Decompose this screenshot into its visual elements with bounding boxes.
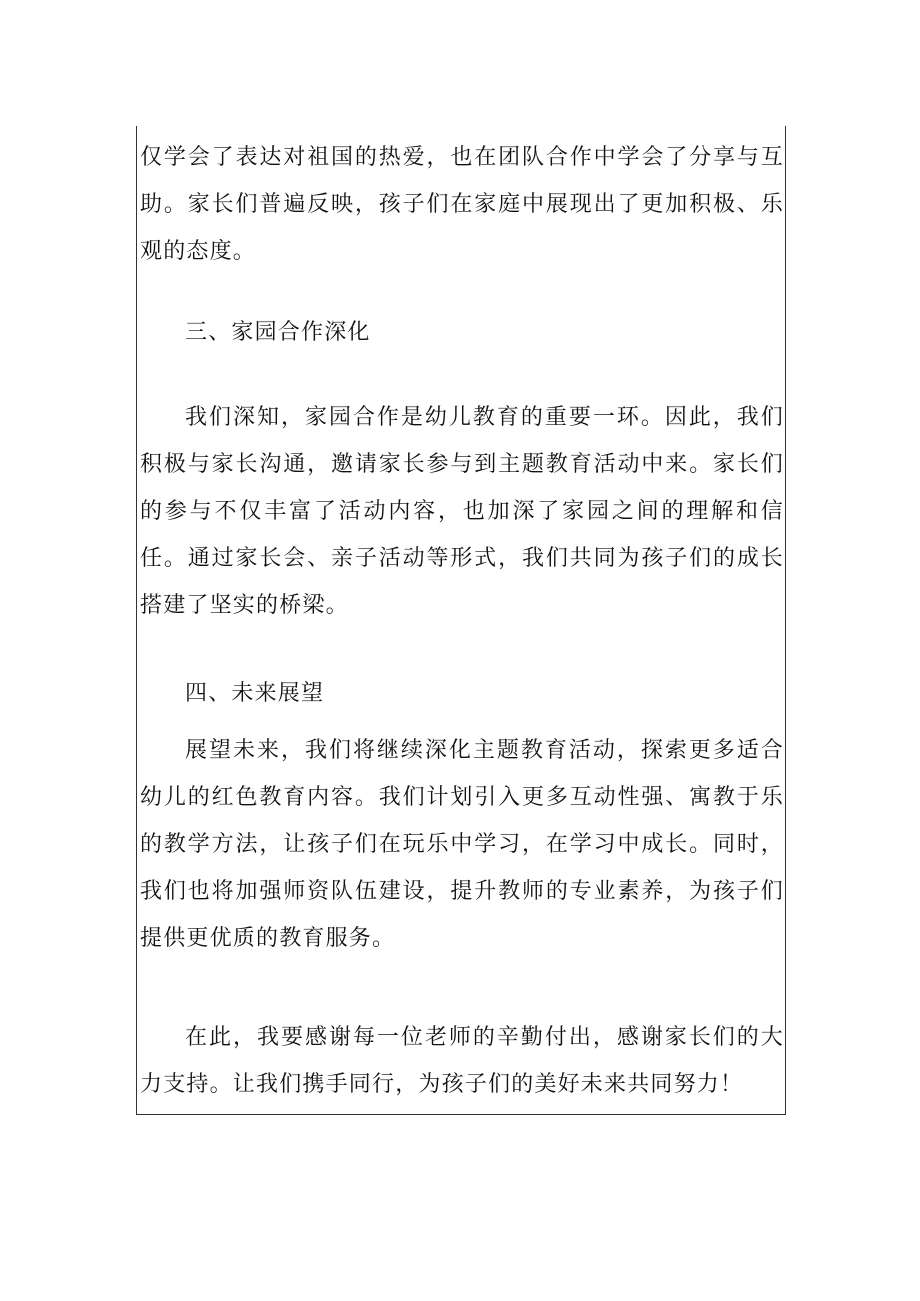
paragraph-future-outlook: 展望未来，我们将继续深化主题教育活动，探索更多适合幼儿的红色教育内容。我们计划引入更多互动性强、寓教于乐的教学方法，让孩子们在玩乐中学习，在学习中成长。同时，我们也将加强师资队伍建设，提升教师的专业素养，为孩子们提供更优质的教育服务。 [140,738,784,951]
section-heading-3: 三、家园合作深化 [185,320,371,345]
paragraph-home-school-cooperation: 我们深知，家园合作是幼儿教育的重要一环。因此，我们积极与家长沟通，邀请家长参与到主题教育活动中来。家长们的参与不仅丰富了活动内容，也加深了家园之间的理解和信任。通过家长会、亲子活动等形式，我们共同为孩子们的成长搭建了坚实的桥梁。 [140,405,784,618]
document-frame [136,126,786,1115]
section-heading-4: 四、未来展望 [185,681,325,706]
paragraph-continued: 仅学会了表达对祖国的热爱，也在团队合作中学会了分享与互助。家长们普遍反映，孩子们在家庭中展现出了更加积极、乐观的态度。 [140,145,784,264]
paragraph-thanks: 在此，我要感谢每一位老师的辛勤付出，感谢家长们的大力支持。让我们携手同行，为孩子们的美好未来共同努力！ [140,1025,784,1097]
